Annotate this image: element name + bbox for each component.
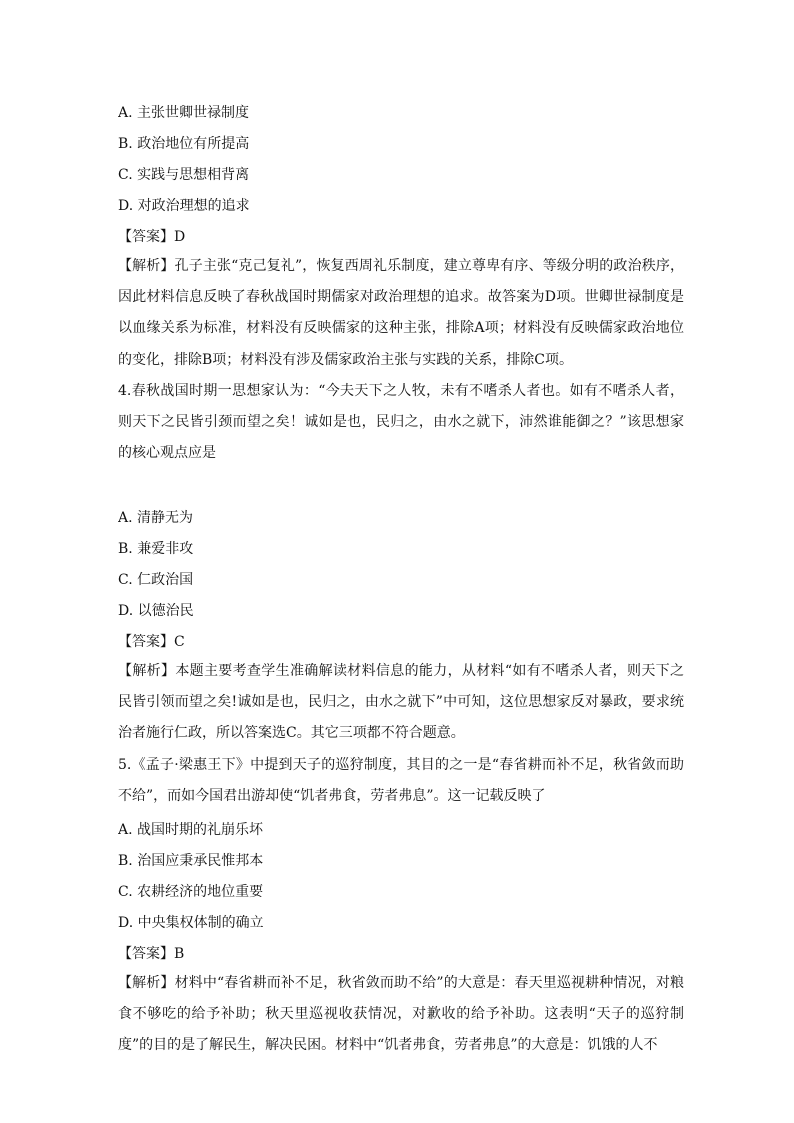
q5-option-d: D. 中央集权体制的确立 [118,915,264,931]
q4-option-c: C. 仁政治国 [118,572,194,588]
q3-answer: 【答案】D [118,229,186,245]
q4-option-b: B. 兼爱非攻 [118,541,194,557]
q5-answer: 【答案】B [118,946,185,962]
q4-analysis: 【解析】本题主要考查学生准确解读材料信息的能力，从材料“如有不嗜杀人者，则天下之民皆引领而望之矣!诚如是也，民归之，由水之就下”中可知，这位思想家反对暴政，要求统治者施行仁政，所以答案选C。其它三项都不符合题意。 [118,663,684,742]
q3-analysis: 【解析】孔子主张“克己复礼”，恢复西周礼乐制度，建立尊卑有序、等级分明的政治秩序，因此材料信息反映了春秋战国时期儒家对政治理想的追求。故答案为D项。世卿世禄制度是以血缘关系为标准，材料没有反映儒家的这种主张，排除A项；材料没有反映儒家政治地位的变化，排除B项；材料没有涉及儒家政治主张与实践的关系，排除C项。 [118,258,684,368]
q4-option-a: A. 清静无为 [118,510,194,526]
q5-option-c: C. 农耕经济的地位重要 [118,884,264,900]
q3-option-d: D. 对政治理想的追求 [118,198,250,214]
q3-option-b: B. 政治地位有所提高 [118,136,250,152]
q4-stem: 4.春秋战国时期一思想家认为：“今夫天下之人牧，未有不嗜杀人者也。如有不嗜杀人者，则天下之民皆引颈而望之矣！诚如是也，民归之，由水之就下，沛然谁能御之？”该思想家的核心观点应是 [118,383,684,462]
q5-analysis: 【解析】材料中“春省耕而补不足，秋省敛而助不给”的大意是：春天里巡视耕种情况，对粮食不够吃的给予补助；秋天里巡视收获情况，对歉收的给予补助。这表明“天子的巡狩制度”的目的是了解民生，解决民困。材料中“饥者弗食，劳者弗息”的大意是：饥饿的人不 [118,975,684,1054]
q4-answer: 【答案】C [118,634,185,650]
q4-option-d: D. 以德治民 [118,603,194,619]
q3-option-a: A. 主张世卿世禄制度 [118,105,250,121]
q5-option-a: A. 战国时期的礼崩乐坏 [118,822,264,838]
q3-option-c: C. 实践与思想相背离 [118,167,250,183]
q5-stem: 5.《孟子·梁惠王下》中提到天子的巡狩制度，其目的之一是“春省耕而补不足，秋省敛而助不给”，而如今国君出游却使“饥者弗食，劳者弗息”。这一记载反映了 [118,757,684,805]
q5-option-b: B. 治国应秉承民惟邦本 [118,853,264,869]
